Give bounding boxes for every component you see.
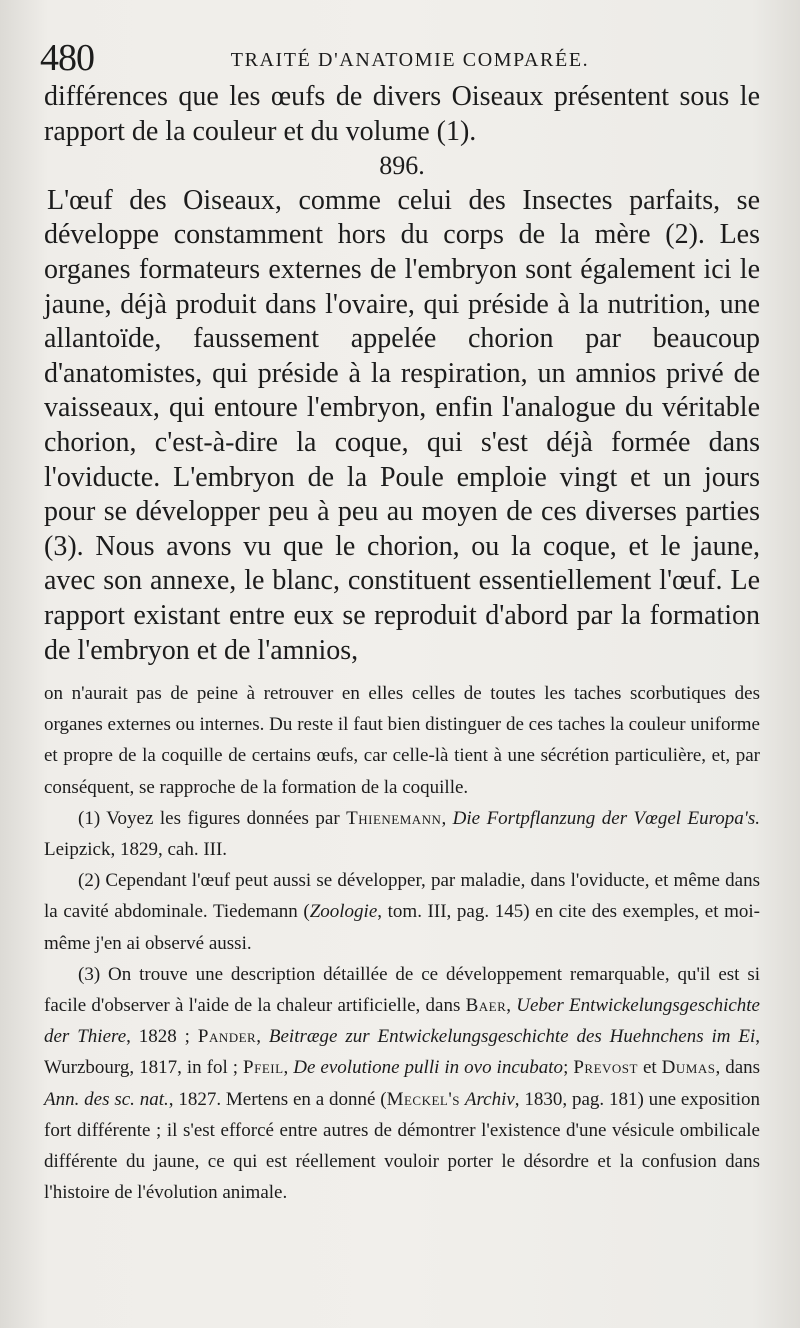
- author-pfeil: Pfeil: [243, 1057, 284, 1079]
- footnote-2-text: Cependant l'œuf peut aussi se développer, par maladie, dans l'oviducte, et même dans la cavité abdominale. Tiedemann (: [44, 870, 761, 923]
- title-pfeil: De evolutione pulli in ovo incubato: [293, 1057, 564, 1079]
- footnote-3-text-3: , Wurzbourg, 1817, in fol ;: [44, 1026, 761, 1079]
- footnote-1-text: Voyez les figures données par: [106, 807, 340, 829]
- footnotes: [44, 678, 760, 1208]
- footnote-1-mark: (1): [78, 807, 101, 829]
- footnote-3-text-2: , 1828 ;: [126, 1026, 190, 1048]
- footnote-1-text-after: Leipzick, 1829, cah. III.: [44, 839, 228, 861]
- page-header: [40, 38, 760, 78]
- title-annales: Ann. des sc. nat.: [44, 1088, 169, 1110]
- main-text: [44, 80, 760, 668]
- page-number: 480: [40, 37, 94, 79]
- author-dumas: Dumas: [661, 1057, 716, 1079]
- footnote-3-text-4: ;: [563, 1057, 574, 1079]
- footnote-1: (1) Voyez les figures données par Thienemann, Die Fortpflanzung der Vœgel Europa's. Leipzick, 1829, cah. III.: [44, 807, 761, 861]
- author-baer: Baer: [465, 995, 507, 1017]
- author-prevost: Prevost: [573, 1057, 638, 1079]
- footnote-3-text: On trouve une description détaillée de ce développement remarquable, qu'il est si facile d'observer à l'aide de la chaleur artificielle, dans: [44, 963, 761, 1017]
- author-pander: Pander: [197, 1026, 257, 1048]
- title-archiv: Archiv: [464, 1088, 515, 1110]
- footnote-3-mark: (3): [78, 963, 101, 985]
- footnote-continuation: on n'aurait pas de peine à retrouver en elles celles de toutes les taches scorbutiques des organes externes ou internes. Du reste il faut bien distinguer de ces taches la couleur uniforme et propre de la coquille de certains œufs, car celle-là tient à une sécrétion particulière, et, par conséquent, se rapproche de la formation de la coquille.: [44, 683, 760, 798]
- title-pander: Beitræge zur Entwickelungsgeschichte des Huehnchens im Ei: [268, 1026, 756, 1048]
- footnote-2-text-after: , tom. III, pag. 145) en cite des exemples, et moi-même j'en ai observé aussi.: [44, 901, 760, 954]
- footnote-3-text-5: et: [637, 1057, 662, 1079]
- footnote-2: [44, 865, 760, 959]
- running-title: TRAITÉ D'ANATOMIE COMPARÉE.: [230, 49, 590, 71]
- footnote-3: (3) On trouve une description détaillée de ce développement remarquable, qu'il est si facile d'observer à l'aide de la chaleur artificielle, dans Baer, Ueber Entwickelungsgeschichte der Thiere, 1828 ; Pander, Beitræge zur Entwickelungsgeschichte des Huehnchens im Ei, Wurzbourg, 1817, in fol ; Pfeil, De evolutione pulli in ovo incubato; Prevost et Dumas, dans Ann. des sc. nat., 1827. Mertens en a donné (Meckel's Archiv, 1830, pag. 181) une exposition fort différente ; il s'est efforcé entre autres de démontrer l'existence d'une vésicule ombilicale différente du jaune, ce qui est réellement vouloir porter le désordre et la confusion dans l'histoire de l'évolution animale.: [44, 963, 761, 1204]
- footnote-1-author: Thienemann: [346, 807, 442, 829]
- carry-over-text: différences que les œufs de divers Oiseaux présentent sous le rapport de la couleur et du volume (1).: [44, 81, 760, 147]
- footnote-1-title: Die Fortpflanzung der Vœgel Europa's.: [452, 807, 761, 829]
- footnote-3-text-8: , 1830, pag. 181) une exposition fort différente ; il s'est efforcé entre autres de démontrer l'existence d'une vésicule ombilicale différente du jaune, ce qui est réellement vouloir porter le désordre et la confusion dans l'histoire de l'évolution animale.: [44, 1088, 761, 1204]
- section-paragraph: L'œuf des Oiseaux, comme celui des Insectes parfaits, se développe constamment hors du corps de la mère (2). Les organes formateurs externes de l'embryon sont également ici le jaune, déjà produit dans l'ovaire, qui préside à la nutrition, une allantoïde, faussement appelée chorion par beaucoup d'anatomistes, qui préside à la respiration, un amnios privé de vaisseaux, qui entoure l'embryon, enfin l'analogue du véritable chorion, c'est-à-dire la coque, qui s'est déjà formée dans l'oviducte. L'embryon de la Poule emploie vingt et un jours pour se développer peu à peu au moyen de ces diverses parties (3). Nous avons vu que le chorion, ou la coque, et le jaune, avec son annexe, le blanc, constituent essentiellement l'œuf. Le rapport existant entre eux se reproduit d'abord par la formation de l'embryon et de l'amnios,: [44, 184, 760, 666]
- footnote-3-text-7: , 1827. Mertens en a donné (: [168, 1088, 387, 1110]
- author-meckel: Meckel's: [386, 1088, 461, 1110]
- footnote-3-text-6: , dans: [715, 1057, 761, 1079]
- footnote-2-mark: (2): [78, 870, 101, 892]
- section-number: 896.: [379, 151, 425, 181]
- title-baer: Ueber Entwickelungsgeschichte der Thiere: [44, 995, 760, 1048]
- footnote-2-title: Zoologie: [309, 901, 378, 923]
